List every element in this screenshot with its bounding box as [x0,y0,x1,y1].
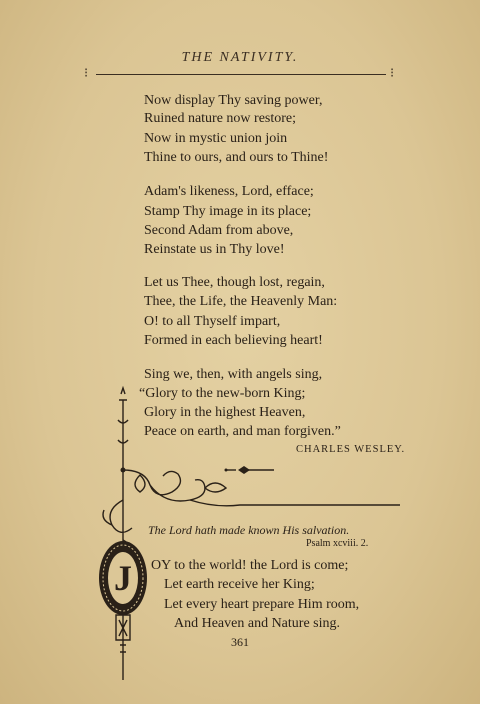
verse-line: Let us Thee, though lost, regain, [144,275,325,290]
verse-line: Stamp Thy image in its place; [144,204,312,219]
verse-line: And Heaven and Nature sing. [174,616,341,631]
verse-line: Let earth receive her King; [164,577,315,592]
page-number: 361 [231,635,249,649]
verse-line: OY to the world! the Lord is come; [151,558,349,573]
verse-line: Now display Thy saving power, [144,93,323,108]
verse-line: Peace on earth, and man forgiven.” [144,424,341,439]
verse-line: Second Adam from above, [144,223,294,238]
verse-line: “Glory to the new-born King; [139,386,306,401]
verse-line: Thee, the Life, the Heavenly Man: [144,294,338,309]
verse-line: Thine to ours, and ours to Thine! [144,150,329,165]
verse-line: Sing we, then, with angels sing, [144,367,323,382]
epigraph: The Lord hath made known His salvation. [148,523,350,537]
left-ornament-icon: ⁝ [84,65,89,80]
running-head: THE NATIVITY. [181,50,299,65]
author-attribution: CHARLES WESLEY. [296,444,406,455]
verse-line: Ruined nature now restore; [144,111,297,126]
right-ornament-icon: ⁝ [390,65,395,80]
verse-line: O! to all Thyself impart, [144,314,281,329]
verse-line: Let every heart prepare Him room, [164,597,360,612]
verse-line: Formed in each believing heart! [144,333,323,348]
verse-line: Glory in the highest Heaven, [144,405,306,420]
verse-line: Reinstate us in Thy love! [144,242,285,257]
drop-cap-letter: J [114,558,132,598]
verse-line: Adam's likeness, Lord, efface; [144,184,314,199]
verse-line: Now in mystic union join [144,131,288,146]
epigraph-reference: Psalm xcviii. 2. [306,538,369,549]
